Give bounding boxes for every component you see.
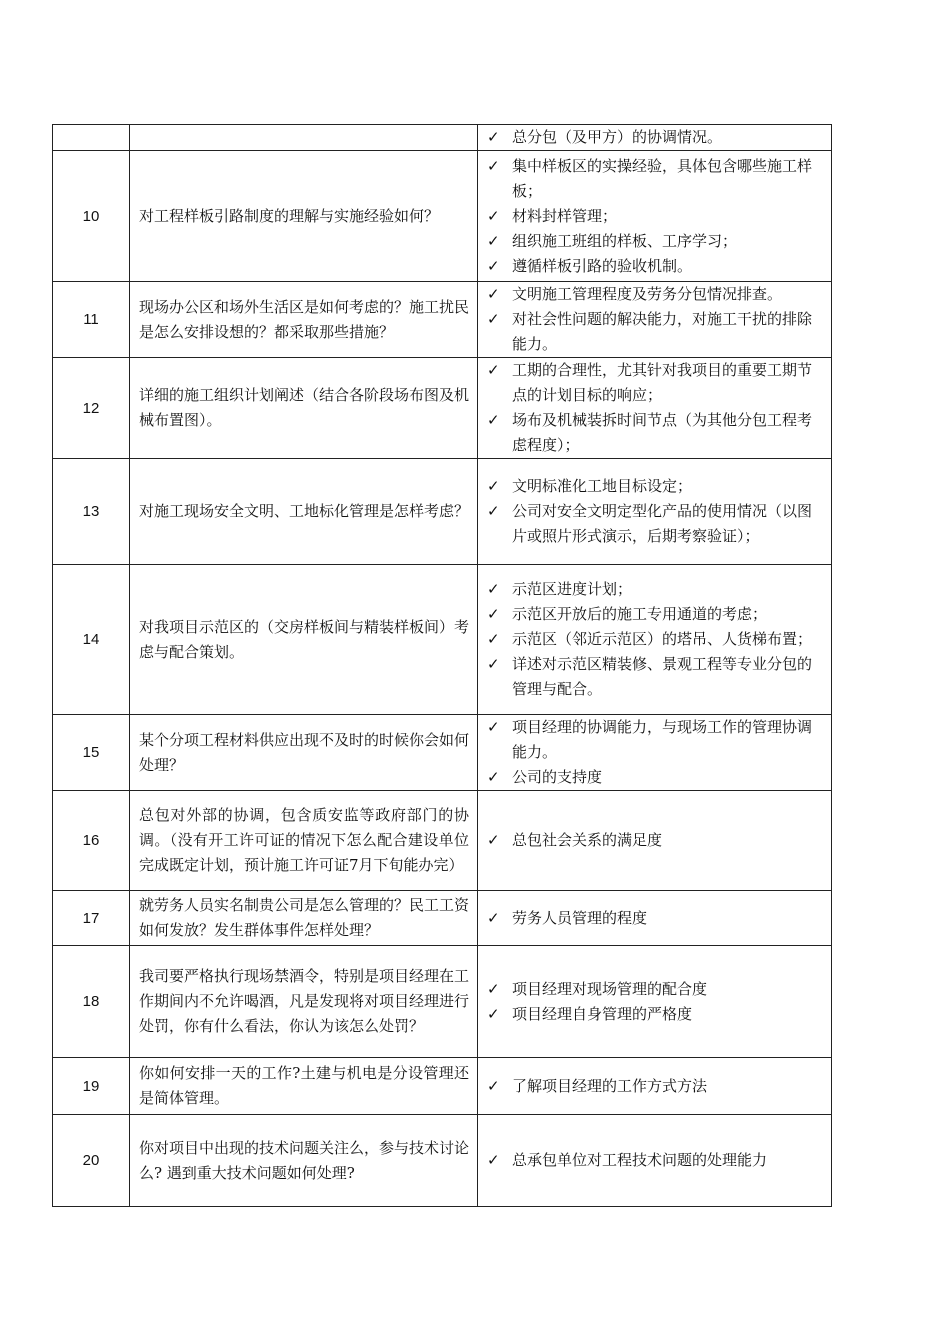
table-row — [53, 891, 832, 946]
check-icon: ✓ — [487, 580, 500, 598]
criteria-item: ✓ 遵循样板引路的验收机制。 — [487, 254, 824, 279]
criteria-item: ✓ 总承包单位对工程技术问题的处理能力 — [487, 1148, 824, 1173]
question-cell — [130, 125, 478, 151]
row-number: 20 — [53, 1115, 130, 1207]
row-number: 19 — [53, 1058, 130, 1115]
question-cell: 详细的施工组织计划阐述（结合各阶段场布图及机械布置图）。 — [130, 358, 478, 459]
criteria-item: ✓ 示范区（邻近示范区）的塔吊、人货梯布置； — [487, 627, 824, 652]
table-row — [53, 282, 832, 358]
criteria-item: ✓ 材料封样管理； — [487, 204, 824, 229]
table-row — [53, 946, 832, 1058]
criteria-item: ✓ 公司对安全文明定型化产品的使用情况（以图片或照片形式演示，后期考察验证）； — [487, 499, 824, 549]
row-number: 11 — [53, 282, 130, 358]
check-icon: ✓ — [487, 361, 500, 379]
question-cell: 总包对外部的协调，包含质安监等政府部门的协调。（没有开工许可证的情况下怎么配合建设单位完成既定计划，预计施工许可证7月下旬能办完） — [130, 791, 478, 891]
row-number: 15 — [53, 715, 130, 791]
interview-criteria-table — [52, 124, 832, 1207]
check-icon: ✓ — [487, 256, 500, 275]
question-cell: 对我项目示范区的（交房样板间与精装样板间）考虑与配合策划。 — [130, 565, 478, 715]
criteria-item: ✓ 项目经理自身管理的严格度 — [487, 1002, 824, 1027]
criteria-cell — [478, 282, 832, 358]
table-row — [53, 1058, 832, 1115]
check-icon: ✓ — [487, 1004, 500, 1023]
check-icon: ✓ — [487, 128, 500, 146]
criteria-item: ✓ 总分包（及甲方）的协调情况。 — [487, 125, 824, 150]
check-icon: ✓ — [487, 655, 500, 673]
question-cell: 就劳务人员实名制贵公司是怎么管理的？民工工资如何发放？发生群体事件怎样处理？ — [130, 891, 478, 946]
criteria-cell — [478, 358, 832, 459]
criteria-cell — [478, 715, 832, 791]
row-number: 12 — [53, 358, 130, 459]
criteria-cell — [478, 891, 832, 946]
table-row — [53, 1115, 832, 1207]
criteria-item: ✓ 项目经理的协调能力，与现场工作的管理协调能力。 — [487, 715, 824, 765]
question-cell: 某个分项工程材料供应出现不及时的时候你会如何处理？ — [130, 715, 478, 791]
criteria-item: ✓ 了解项目经理的工作方式方法 — [487, 1074, 824, 1099]
check-icon: ✓ — [487, 1076, 500, 1095]
table-row — [53, 358, 832, 459]
check-icon: ✓ — [487, 831, 500, 849]
criteria-item: ✓ 工期的合理性，尤其针对我项目的重要工期节点的计划目标的响应； — [487, 358, 824, 408]
criteria-cell — [478, 1058, 832, 1115]
row-number: 17 — [53, 891, 130, 946]
row-number: 10 — [53, 151, 130, 282]
criteria-item: ✓ 集中样板区的实操经验，具体包含哪些施工样板； — [487, 154, 824, 204]
criteria-item: ✓ 示范区进度计划； — [487, 577, 824, 602]
check-icon: ✓ — [487, 908, 500, 927]
criteria-item: ✓ 劳务人员管理的程度 — [487, 906, 824, 931]
criteria-cell — [478, 565, 832, 715]
criteria-item: ✓ 文明施工管理程度及劳务分包情况排查。 — [487, 282, 824, 307]
question-cell: 对工程样板引路制度的理解与实施经验如何？ — [130, 151, 478, 282]
row-number: 14 — [53, 565, 130, 715]
row-number: 18 — [53, 946, 130, 1058]
question-cell: 我司要严格执行现场禁酒令，特别是项目经理在工作期间内不允许喝酒，凡是发现将对项目经理进行处罚，你有什么看法，你认为该怎么处罚？ — [130, 946, 478, 1058]
row-number: 16 — [53, 791, 130, 891]
table-row — [53, 459, 832, 565]
criteria-item: ✓ 对社会性问题的解决能力，对施工干扰的排除能力。 — [487, 307, 824, 357]
check-icon: ✓ — [487, 605, 500, 623]
check-icon: ✓ — [487, 206, 500, 225]
row-number — [53, 125, 130, 151]
criteria-cell — [478, 151, 832, 282]
question-cell: 你对项目中出现的技术问题关注么，参与技术讨论么? 遇到重大技术问题如何处理? — [130, 1115, 478, 1207]
criteria-cell — [478, 125, 832, 151]
check-icon: ✓ — [487, 502, 500, 520]
criteria-item: ✓ 总包社会关系的满足度 — [487, 828, 824, 853]
table-row — [53, 791, 832, 891]
question-cell: 你如何安排一天的工作?土建与机电是分设管理还是简体管理。 — [130, 1058, 478, 1115]
criteria-item: ✓ 详述对示范区精装修、景观工程等专业分包的管理与配合。 — [487, 652, 824, 702]
table-body — [53, 125, 832, 1207]
check-icon: ✓ — [487, 979, 500, 998]
check-icon: ✓ — [487, 231, 500, 250]
check-icon: ✓ — [487, 285, 500, 303]
row-number: 13 — [53, 459, 130, 565]
check-icon: ✓ — [487, 477, 500, 495]
criteria-item: ✓ 场布及机械装拆时间节点（为其他分包工程考虑程度）； — [487, 408, 824, 458]
criteria-cell — [478, 1115, 832, 1207]
question-cell: 现场办公区和场外生活区是如何考虑的？施工扰民是怎么安排设想的？都采取那些措施？ — [130, 282, 478, 358]
criteria-item: ✓ 文明标准化工地目标设定； — [487, 474, 824, 499]
criteria-cell — [478, 946, 832, 1058]
criteria-item: ✓ 组织施工班组的样板、工序学习； — [487, 229, 824, 254]
check-icon: ✓ — [487, 310, 500, 328]
check-icon: ✓ — [487, 156, 500, 175]
check-icon: ✓ — [487, 630, 500, 648]
criteria-cell — [478, 459, 832, 565]
check-icon: ✓ — [487, 1151, 500, 1169]
check-icon: ✓ — [487, 411, 500, 429]
criteria-item: ✓ 示范区开放后的施工专用通道的考虑； — [487, 602, 824, 627]
criteria-item: ✓ 公司的支持度 — [487, 765, 824, 790]
table-row — [53, 565, 832, 715]
table-row — [53, 151, 832, 282]
check-icon: ✓ — [487, 718, 500, 736]
criteria-cell — [478, 791, 832, 891]
question-cell: 对施工现场安全文明、工地标化管理是怎样考虑？ — [130, 459, 478, 565]
check-icon: ✓ — [487, 768, 500, 786]
table-row — [53, 125, 832, 151]
table-row — [53, 715, 832, 791]
criteria-item: ✓ 项目经理对现场管理的配合度 — [487, 977, 824, 1002]
